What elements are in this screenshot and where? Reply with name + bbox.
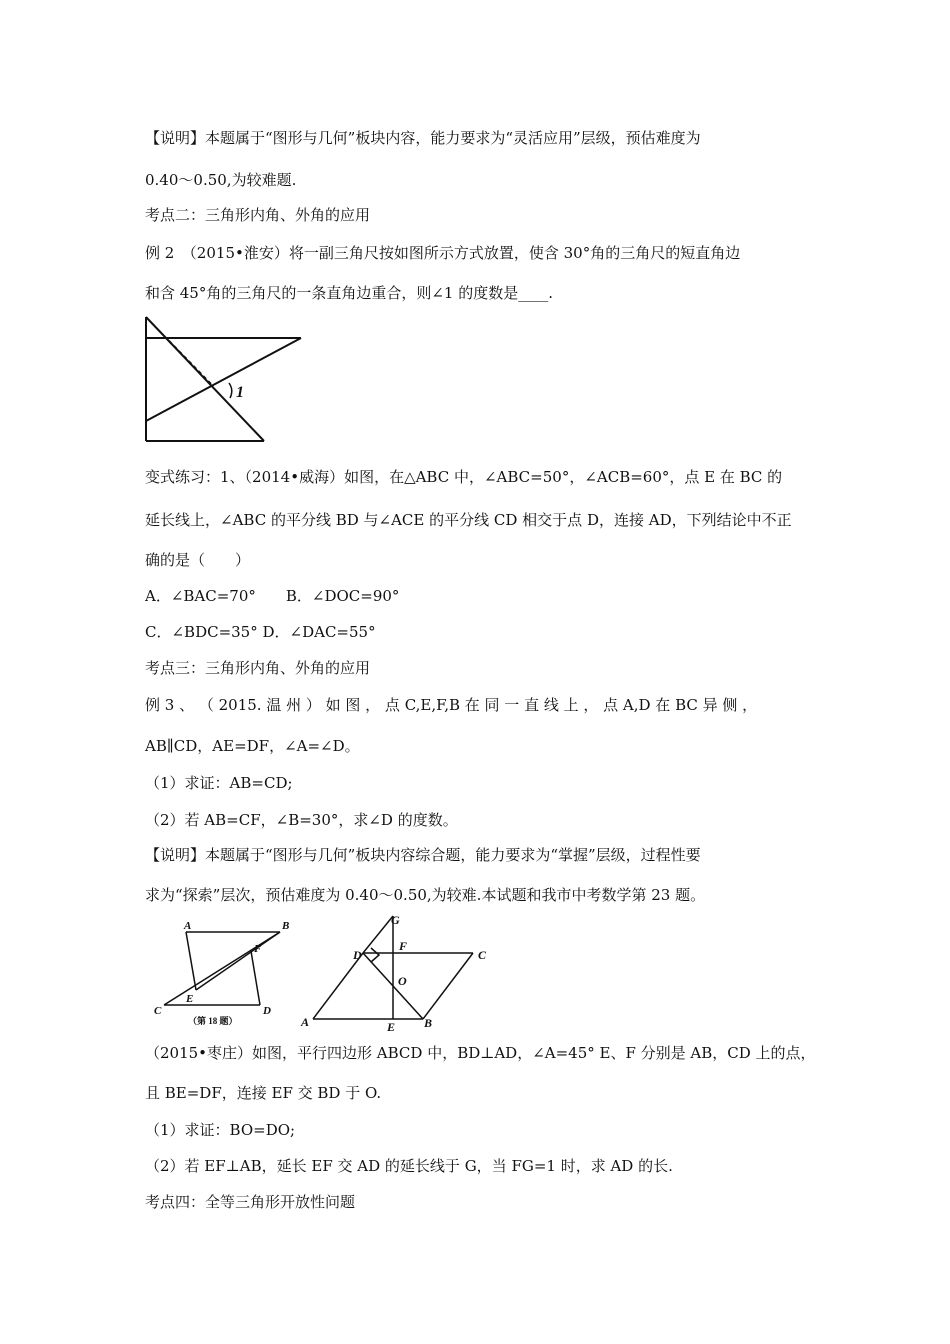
options-c-d: C．∠BDC=35° D．∠DAC=55° [145, 623, 376, 641]
fig18-label-f: F [254, 943, 262, 955]
note-line-3: 【说明】本题属于“图形与几何”板块内容综合题，能力要求为“掌握”层级，过程性要 [145, 846, 701, 864]
fig18-label-d: D [263, 1005, 271, 1017]
section-heading-4: 考点四：全等三角形开放性问题 [145, 1193, 356, 1211]
fig18-label-c: C [154, 1005, 162, 1017]
section-heading-3: 考点三：三角形内角、外角的应用 [145, 659, 371, 677]
section-heading-2: 考点二：三角形内角、外角的应用 [145, 206, 371, 224]
parallelogram-figure [295, 912, 495, 1032]
example-3-question-1: （1）求证：AB=CD; [145, 774, 293, 792]
example-3-question-2: （2）若 AB=CF，∠B=30°，求∠D 的度数。 [145, 811, 458, 829]
para-label-b: B [424, 1016, 433, 1030]
example-3-line-1: 例 3 、 （ 2015. 温 州 ） 如 图 ， 点 C,E,F,B 在 同 一 直 线 上 ， 点 A,D 在 BC 异 侧 ， [145, 696, 758, 714]
note-line-1: 【说明】本题属于“图形与几何”板块内容，能力要求为“灵活应用”层级，预估难度为 [145, 129, 701, 147]
options-a-b: A．∠BAC=70° B．∠DOC=90° [145, 587, 400, 605]
para-label-g: G [391, 913, 400, 927]
example-2-line-1: 例 2 （2015•淮安）将一副三角尺按如图所示方式放置，使含 30°角的三角尺的短直角边 [145, 244, 741, 262]
problem-question-1: （1）求证：BO=DO; [145, 1121, 296, 1139]
fig18-label-a: A [184, 920, 192, 932]
figure-18 [150, 915, 300, 1027]
triangle-rulers-figure [144, 315, 304, 445]
problem-line-2: 且 BE=DF，连接 EF 交 BD 于 O. [145, 1084, 382, 1102]
problem-question-2: （2）若 EF⊥AB，延长 EF 交 AD 的延长线于 G，当 FG=1 时，求 AD 的长. [145, 1157, 673, 1175]
angle-1-label: 1 [236, 384, 244, 401]
fig18-caption: （第 18 题） [188, 1016, 238, 1026]
note-line-4: 求为“探索”层次，预估难度为 0.40～0.50,为较难.本试题和我市中考数学第 23 题。 [145, 886, 706, 904]
para-label-a: A [301, 1015, 310, 1029]
fig18-label-e: E [186, 993, 194, 1005]
para-label-e: E [387, 1020, 396, 1032]
para-label-c: C [478, 948, 487, 962]
para-label-o: O [398, 974, 407, 988]
variant-exercise-line-2: 延长线上，∠ABC 的平分线 BD 与∠ACE 的平分线 CD 相交于点 D，连接 AD，下列结论中不正 [145, 511, 792, 529]
fig18-label-b: B [282, 920, 290, 932]
example-3-line-2: AB∥CD，AE=DF，∠A=∠D。 [145, 737, 360, 755]
variant-exercise-line-1: 变式练习：1、（2014•威海）如图，在△ABC 中，∠ABC=50°，∠ACB=60°，点 E 在 BC 的 [145, 468, 783, 486]
problem-line-1: （2015•枣庄）如图，平行四边形 ABCD 中，BD⊥AD，∠A=45° E、F 分别是 AB，CD 上的点， [145, 1044, 816, 1062]
variant-exercise-line-3: 确的是（ ） [145, 551, 251, 569]
example-2-line-2: 和含 45°角的三角尺的一条直角边重合，则∠1 的度数是____. [145, 284, 554, 302]
para-label-f: F [399, 939, 408, 953]
note-line-2: 0.40～0.50,为较难题. [145, 171, 297, 189]
para-label-d: D [353, 948, 362, 962]
